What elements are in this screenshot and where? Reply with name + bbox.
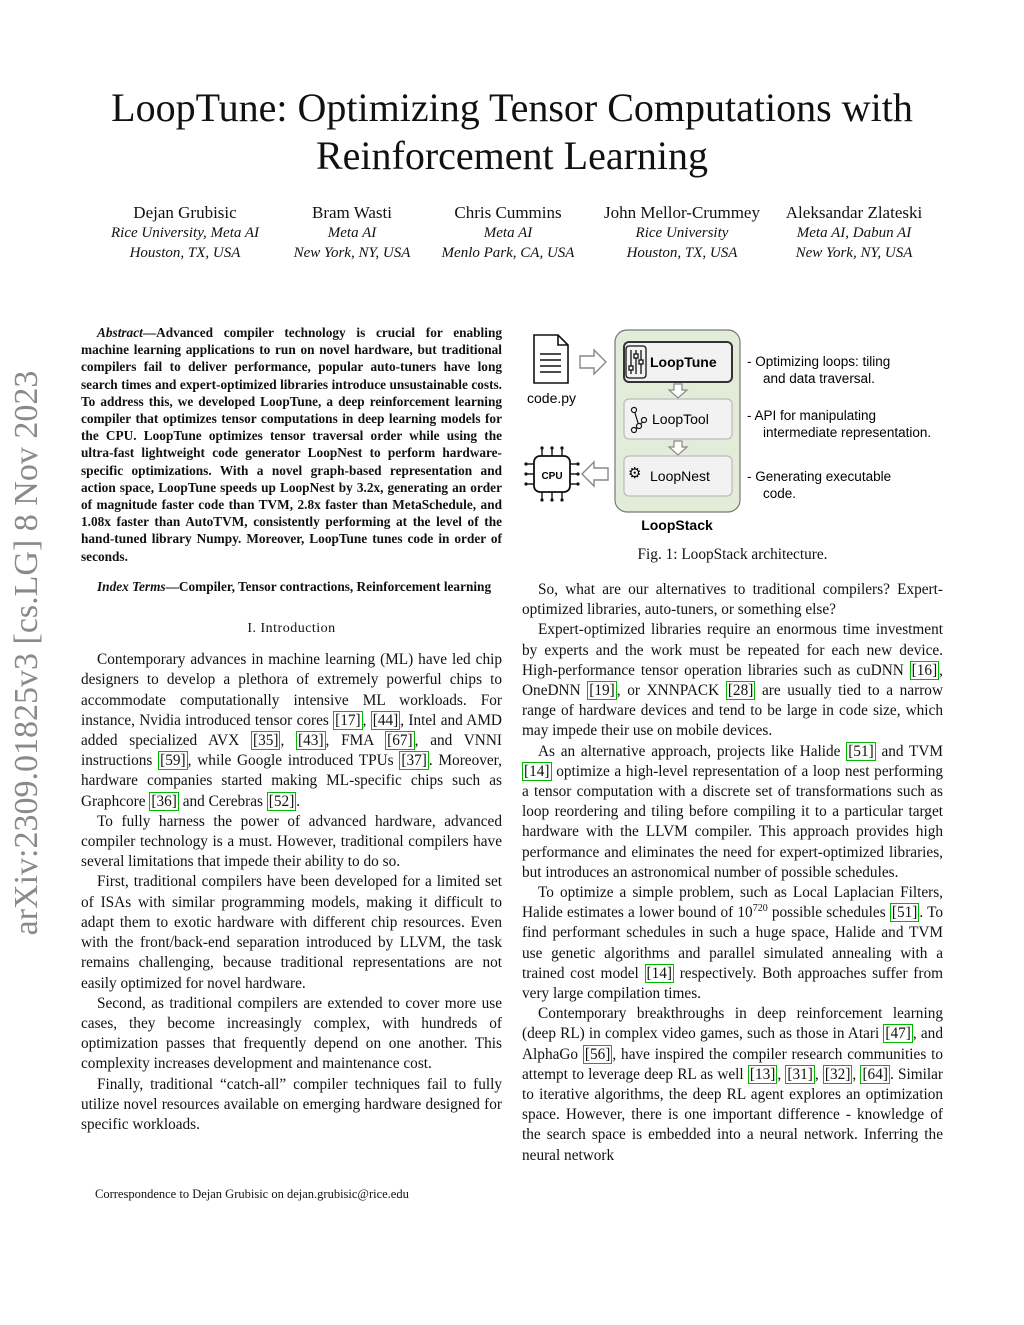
description-line: code. (763, 486, 797, 501)
right-paragraph-5 (522, 1004, 943, 1166)
citation-link[interactable]: [64] (862, 1065, 888, 1083)
author-2 (283, 203, 421, 263)
intro-paragraph-2: To fully harness the power of advanced hardware, advanced compiler technology is a must. However, traditional compilers have several limitations that impede their ability to do so. (81, 812, 502, 871)
author-name: John Mellor-Crummey (604, 203, 760, 222)
text-span: . Similar to iterative algorithms, the deep RL agent explores an optimization space. However, there is one important difference - knowledge of the search space is embedded into a neural network. Inferring the neural network (522, 1065, 944, 1164)
text-span: , (362, 711, 371, 729)
stack-label: LoopStack (641, 517, 713, 533)
right-paragraph-2 (522, 620, 943, 741)
text-span: , have inspired the compiler research communities to attempt to leverage deep RL as well (522, 1045, 944, 1083)
text-span: , OneDNN (522, 661, 943, 700)
module-label: LoopTool (652, 411, 709, 427)
author-affiliation: Meta AI, Dabun AI (796, 225, 912, 241)
text-span: , (280, 732, 297, 750)
file-icon (534, 335, 568, 383)
right-column (522, 580, 943, 1166)
right-paragraph-4 (522, 883, 943, 1004)
author-name: Bram Wasti (311, 203, 392, 222)
citation-link[interactable]: [51] (848, 742, 874, 760)
arrow-right-icon (580, 350, 606, 374)
text-span: , FMA (325, 732, 386, 750)
text-span: . To find performant schedules in such a huge space, Halide and TVM use genetic algorithms and parallel simulated annealing with a trained cost model (522, 904, 943, 982)
citation-link[interactable]: [17] (335, 711, 361, 729)
index-text: —Compiler, Tensor contractions, Reinforcement learning (165, 578, 492, 594)
text-span: Expert-optimized libraries require an enormous time investment by experts and the work must be repeated for each new device. High-performance tensor operation libraries such as cuDNN (522, 621, 943, 679)
exponent: 720 (752, 903, 768, 915)
author-name: Dejan Grubisic (133, 203, 237, 222)
author-affiliation: Meta AI (483, 225, 533, 241)
author-affiliation: Rice University, Meta AI (110, 225, 259, 241)
citation-link[interactable]: [14] (646, 964, 672, 982)
text-span: Contemporary breakthroughs in deep reinforcement learning (deep RL) in complex video games, such as those in Atari (522, 1005, 943, 1043)
text-span: , Intel and AMD added specialized AVX (81, 711, 502, 750)
text-span: , while Google introduced TPUs (187, 752, 400, 770)
citation-link[interactable]: [51] (891, 904, 918, 922)
author-3 (429, 203, 587, 263)
module-label: LoopTune (650, 354, 717, 370)
text-span: , and VNNI instructions (81, 732, 502, 770)
citation-link[interactable]: [16] (911, 661, 938, 679)
citation-link[interactable]: [56] (584, 1045, 611, 1063)
text-span: , and AlphaGo (522, 1025, 943, 1063)
cpu-label: CPU (541, 471, 563, 482)
citation-link[interactable]: [47] (885, 1025, 911, 1043)
arrow-left-icon (582, 462, 608, 486)
citation-link[interactable]: [28] (727, 682, 754, 700)
intro-paragraph-3: First, traditional compilers have been developed for a limited set of ISAs with similar programming models, making it difficult to adapt them to exotic hardware with different chip resources. Even with the front/back-end separation introduced by LLVM, the task remains challenging, because traditional representations are not easily optimized for novel hardware. (81, 873, 502, 992)
text-span: and TVM (875, 742, 943, 760)
text-span: possible schedules (767, 904, 890, 922)
author-name: Aleksandar Zlateski (785, 203, 923, 222)
author-location: Houston, TX, USA (129, 245, 241, 261)
abstract-label: Abstract (97, 325, 143, 340)
citation-link[interactable]: [35] (252, 732, 279, 750)
author-location: New York, NY, USA (795, 245, 913, 261)
citation-link[interactable]: [67] (387, 732, 413, 750)
intro-paragraph-1 (81, 650, 502, 812)
text-span: , (814, 1065, 823, 1083)
gear-icon: ⚙ (628, 464, 642, 482)
correspondence-footnote: Correspondence to Dejan Grubisic on dejan.grubisic@rice.edu (95, 1187, 409, 1201)
intro-paragraph-4: Second, as traditional compilers are extended to cover more use cases, they become increasingly complex, with hundreds of optimization passes that frequently depend on one another. This complexity increases development and maintenance cost. (81, 994, 502, 1073)
citation-link[interactable]: [19] (589, 682, 615, 700)
citation-link[interactable]: [31] (787, 1065, 813, 1083)
author-affiliation: Meta AI (327, 225, 377, 241)
citation-link[interactable]: [14] (524, 762, 550, 780)
author-affiliation: Rice University (635, 225, 729, 241)
author-name: Chris Cummins (454, 203, 562, 222)
right-paragraph-1: So, what are our alternatives to traditional compilers? Expert-optimized libraries, auto-tuners, or something else? (522, 581, 943, 619)
figure-diagram (522, 326, 943, 546)
text-span: optimize a high-level representation of a loop nest performing a tensor computation with a discrete set of transformations such as loop reordering and tiling before compiling it to a particular target hardware with the LLVM compiler. This approach provides high performance and eliminates the need for expert-optimized libraries, but introduces an astronomical number of possible schedules. (522, 762, 943, 881)
text-span: , or XNNPACK (616, 682, 726, 700)
description-line: intermediate representation. (763, 425, 932, 440)
text-span: , (777, 1065, 786, 1083)
index-label: Index Terms (97, 578, 166, 594)
citation-link[interactable]: [37] (401, 752, 427, 770)
intro-paragraph-5: Finally, traditional “catch-all” compiler techniques fail to fully utilize novel resources available on emerging hardware designed for specific workloads. (81, 1075, 502, 1133)
description-line: - Optimizing loops: tiling (747, 354, 891, 369)
index-terms (81, 578, 502, 595)
text-span: and Cerebras (178, 792, 267, 810)
text-span: To optimize a simple problem, such as Local Laplacian Filters, Halide estimates a lower bound of 10 (522, 884, 943, 922)
abstract-text: —Advanced compiler technology is crucial for enabling machine learning applications to run on novel hardware, but traditional compilers fail to deliver performance, popular auto-tuners have long search times and expert-optimized libraries introduce unsustainable costs. To address this, we developed LoopTune, a deep reinforcement learning compiler that optimizes tensor computations in deep learning models for the CPU. LoopTune optimizes tensor traversal order while using the ultra-fast lightweight code generator LoopNest to perform hardware-specific optimizations. With a novel graph-based representation and action space, LoopTune speeds up LoopNest by 3.2x, generating an order of magnitude faster code than TVM, 2.8x faster than MetaSchedule, and 1.08x faster than AutoTVM, consistently performing at the level of the hand-tuned library Numpy. Moreover, LoopTune tunes code in order of seconds. (81, 325, 502, 564)
citation-link[interactable]: [59] (160, 752, 186, 770)
citation-link[interactable]: [13] (749, 1065, 776, 1083)
citation-link[interactable]: [36] (151, 792, 177, 810)
text-span: . (296, 792, 301, 810)
loopstack-figure (522, 326, 943, 571)
description-line: - Generating executable (747, 469, 892, 484)
text-span: are usually tied to a narrow range of hardware devices and tend to be large in code size, which may impede their use on mobile devices. (522, 682, 943, 740)
section-heading: I. Introduction (247, 621, 336, 637)
arxiv-identifier: arXiv:2309.01825v3 [cs.LG] 8 Nov 2023 (8, 370, 45, 936)
abstract (81, 324, 502, 565)
file-label: code.py (527, 390, 577, 406)
author-location: Houston, TX, USA (626, 245, 738, 261)
citation-link[interactable]: [44] (372, 711, 399, 729)
citation-link[interactable]: [52] (268, 792, 295, 810)
description-line: and data traversal. (763, 371, 875, 386)
figure-caption: Fig. 1: LoopStack architecture. (637, 546, 828, 563)
left-column (81, 324, 502, 1135)
text-span: . Moreover, hardware companies started making ML-specific chips such as Graphcore (81, 752, 502, 810)
author-4 (593, 203, 771, 263)
right-paragraph-3 (522, 742, 943, 883)
citation-link[interactable]: [32] (824, 1065, 851, 1083)
text-span: , (852, 1065, 861, 1083)
text-span: As an alternative approach, projects like Halide (538, 742, 847, 760)
text-span: Contemporary advances in machine learning (ML) have led chip designers to develop a plethora of extremely powerful chips to accommodate computationally intensive ML workloads. For instance, Nvidia introduced tensor cores (81, 651, 502, 729)
description-line: - API for manipulating (747, 408, 877, 423)
citation-link[interactable]: [43] (298, 732, 324, 750)
author-1 (85, 203, 285, 263)
author-location: New York, NY, USA (293, 245, 411, 261)
text-span: respectively. Both approaches suffer from very large compilation times. (522, 964, 943, 1003)
author-location: Menlo Park, CA, USA (441, 245, 575, 261)
module-label: LoopNest (650, 468, 710, 484)
author-5 (777, 203, 931, 263)
paper-title: LoopTune: Optimizing Tensor Computations with Reinforcement Learning (111, 85, 913, 178)
